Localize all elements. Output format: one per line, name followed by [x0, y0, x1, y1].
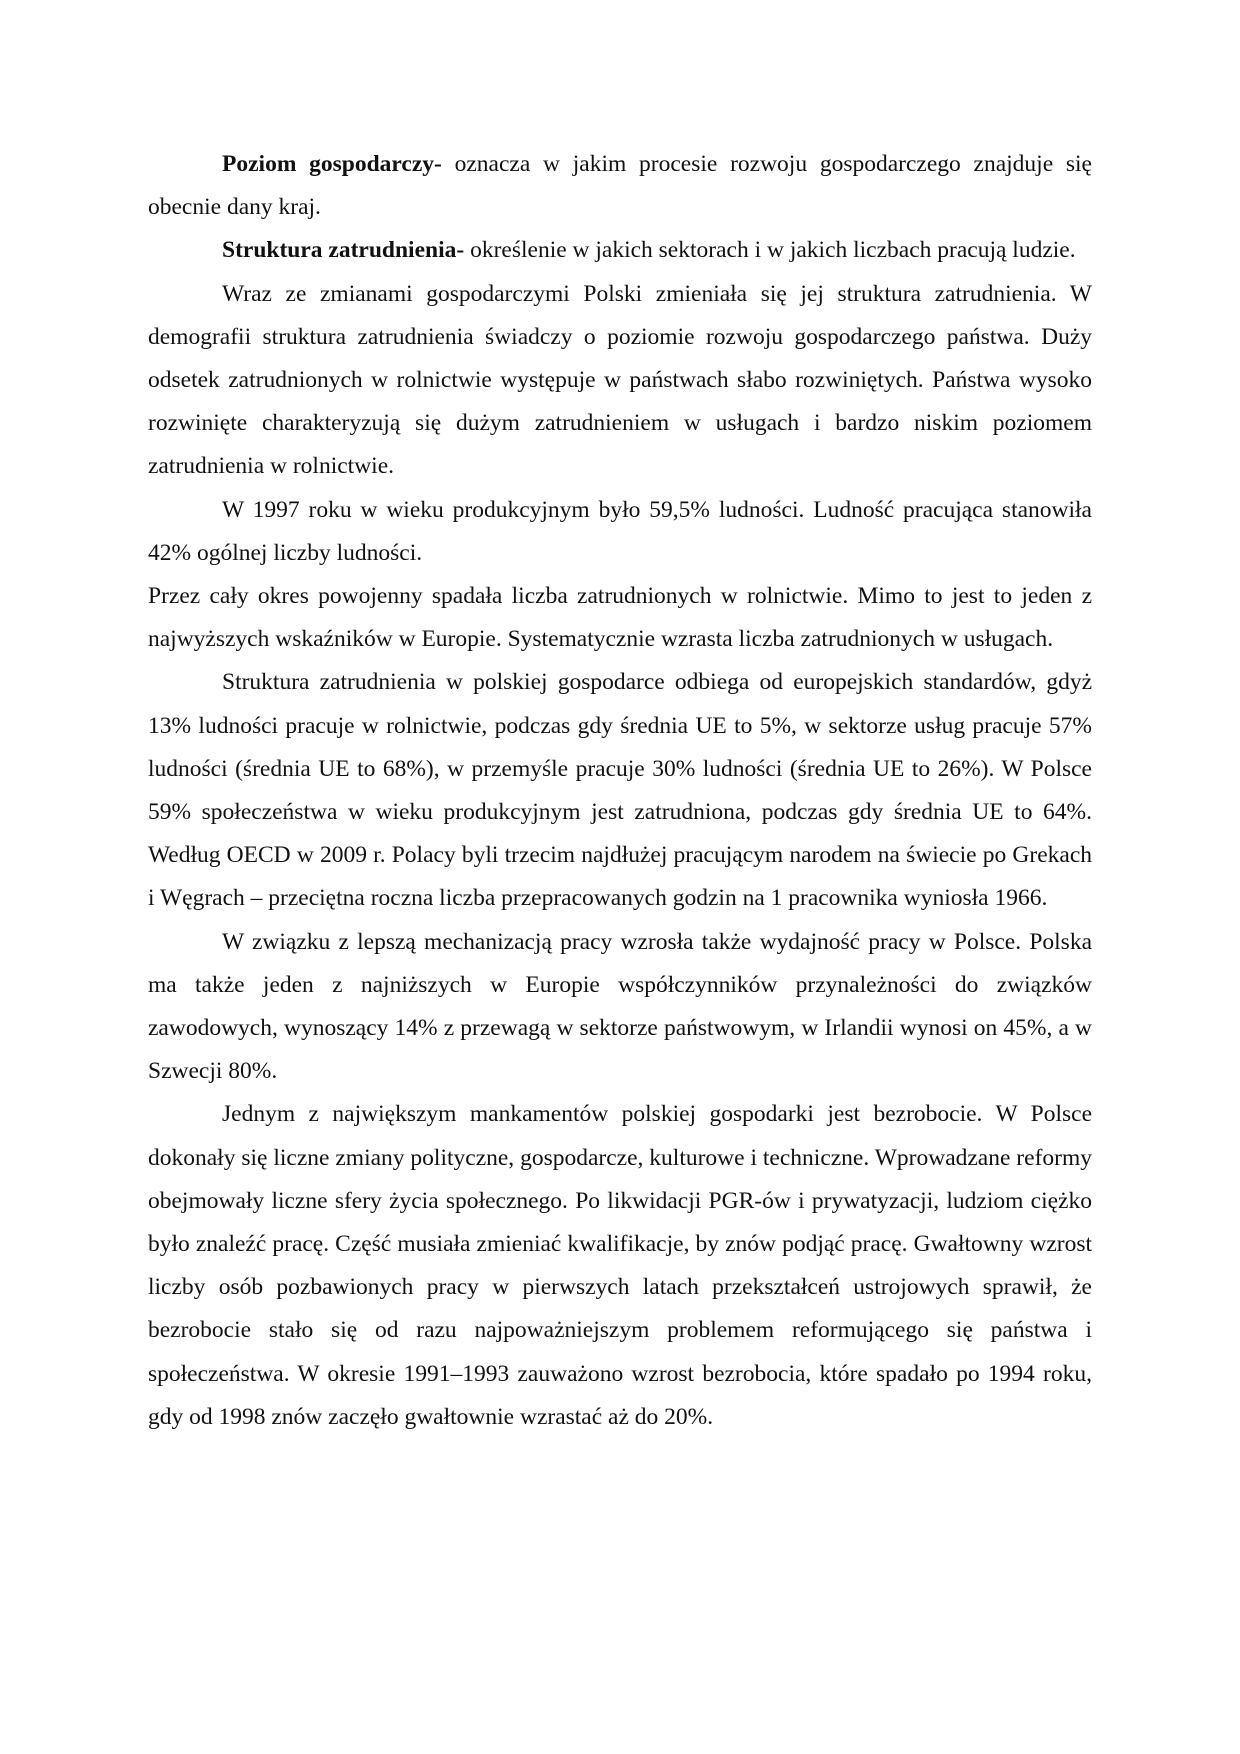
body-paragraph: Jednym z największym mankamentów polskiej gospodarki jest bezrobocie. W Polsce dokonały się liczne zmiany polityczne, gospodarcze, kulturowe i techniczne. Wprowadzane reformy obejmowały liczne sfery życia społecznego. Po likwidacji PGR-ów i prywatyzacji, ludziom ciężko było znaleźć pracę. Część musiała zmieniać kwalifikacje, by znów podjąć pracę. Gwałtowny wzrost liczby osób pozbawionych pracy w pierwszych latach przekształceń ustrojowych sprawił, że bezrobocie stało się od razu najpoważniejszym problemem reformującego się państwa i społeczeństwa. W okresie 1991–1993 zauważono wzrost bezrobocia, które spadało po 1994 roku, gdy od 1998 znów zaczęło gwałtownie wzrastać aż do 20%.	[148, 1101, 1092, 1430]
document-page	[148, 143, 1092, 1439]
body-paragraph: W 1997 roku w wieku produkcyjnym było 59,5% ludności. Ludność pracująca stanowiła 42% ogólnej liczby ludności.	[148, 496, 1092, 566]
body-paragraph: Struktura zatrudnienia w polskiej gospodarce odbiega od europejskich standardów, gdyż 13% ludności pracuje w rolnictwie, podczas gdy średnia UE to 5%, w sektorze usług pracuje 57% ludności (średnia UE to 68%), w przemyśle pracuje 30% ludności (średnia UE to 26%). W Polsce 59% społeczeństwa w wieku produkcyjnym jest zatrudniona, podczas gdy średnia UE to 64%. Według OECD w 2009 r. Polacy byli trzecim najdłużej pracującym narodem na świecie po Grekach i Węgrach – przeciętna roczna liczba przepracowanych godzin na 1 pracownika wyniosła 1966.	[148, 669, 1092, 912]
term-economic-level: Poziom gospodarczy-	[222, 151, 442, 177]
body-paragraph: W związku z lepszą mechanizacją pracy wzrosła także wydajność pracy w Polsce. Polska ma także jeden z najniższych w Europie współczynników przynależności do związków zawodowych, wynoszący 14% z przewagą w sektorze państwowym, w Irlandii wynosi on 45%, a w Szwecji 80%.	[148, 928, 1092, 1085]
body-paragraph: Wraz ze zmianami gospodarczymi Polski zmieniała się jej struktura zatrudnienia. W demografii struktura zatrudnienia świadczy o poziomie rozwoju gospodarczego państwa. Duży odsetek zatrudnionych w rolnictwie występuje w państwach słabo rozwiniętych. Państwa wysoko rozwinięte charakteryzują się dużym zatrudnieniem w usługach i bardzo niskim poziomem zatrudnienia w rolnictwie.	[148, 280, 1092, 480]
definition-paragraph-economic-level	[148, 143, 1092, 229]
definition-paragraph-employment-structure	[148, 229, 1092, 272]
body-paragraph: Przez cały okres powojenny spadała liczba zatrudnionych w rolnictwie. Mimo to jest to jeden z najwyższych wskaźników w Europie. Systematycznie wzrasta liczba zatrudnionych w usługach.	[148, 583, 1092, 653]
definition-text-employment-structure: określenie w jakich sektorach i w jakich liczbach pracują ludzie.	[464, 237, 1076, 264]
definition-text-economic-level: oznacza w jakim procesie rozwoju gospodarczego znajduje się obecnie dany kraj.	[148, 151, 1092, 221]
term-employment-structure: Struktura zatrudnienia-	[222, 237, 465, 264]
